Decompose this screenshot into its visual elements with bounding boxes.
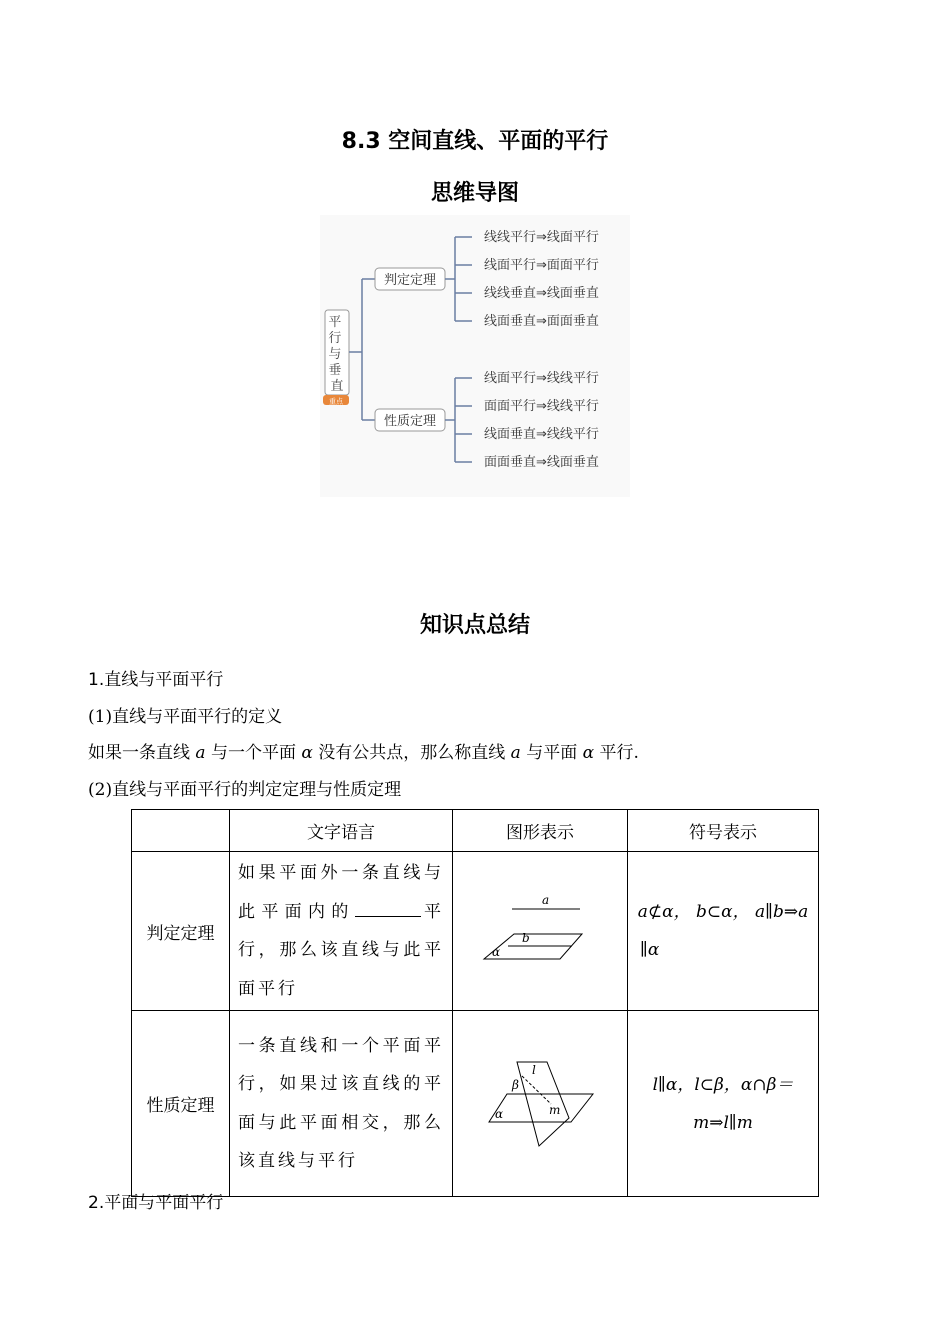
label-m: m	[549, 1103, 561, 1117]
def-var: a	[195, 743, 206, 763]
section1-sub2: (2)直线与平面平行的判定定理与性质定理	[88, 780, 402, 800]
row-text-before: 如果平面外一条直线与此平面内的	[238, 863, 444, 922]
definition-text	[88, 738, 639, 763]
table-header-cell: 图形表示	[453, 810, 628, 852]
figure-cell	[453, 852, 628, 1011]
row-text: 一条直线和一个平面平行，如果过该直线的平面与此平面相交，那么该直线与平行	[230, 1011, 453, 1197]
mindmap-leaf: 线面垂直⇒线线平行	[484, 427, 599, 442]
page-title: 8.3 空间直线、平面的平行	[341, 129, 609, 154]
def-part: 与一个平面	[205, 743, 302, 763]
table-header-cell: 文字语言	[230, 810, 453, 852]
row-name: 判定定理	[132, 852, 230, 1011]
row-text	[230, 852, 453, 1011]
symbol-line: m⇒l∥m	[693, 1112, 753, 1133]
symbol-line: ∥α	[640, 940, 660, 960]
mindmap-branch-label: 性质定理	[383, 414, 437, 429]
mindmap-leaf-connector	[445, 378, 472, 462]
mindmap-leaf: 线面平行⇒面面平行	[484, 258, 599, 273]
plane-beta	[517, 1062, 569, 1146]
theorem-table	[131, 809, 819, 1197]
table-header-cell: 符号表示	[628, 810, 819, 852]
def-part: 与平面	[520, 743, 583, 763]
fill-in-blank	[355, 898, 421, 917]
label-alpha: α	[492, 944, 501, 959]
mindmap-leaf-connector	[445, 237, 472, 321]
line-plane-property-figure	[485, 1046, 595, 1156]
summary-heading: 知识点总结	[419, 613, 530, 638]
mindmap	[320, 215, 630, 497]
label-l: l	[532, 1063, 536, 1077]
mindmap-root: 平 行 与 垂 直	[328, 315, 344, 394]
figure-cell	[453, 1011, 628, 1197]
plane-alpha	[489, 1094, 593, 1122]
mindmap-leaf: 线面垂直⇒面面垂直	[484, 314, 599, 329]
def-part: 没有公共点，那么称直线	[312, 743, 511, 763]
mindmap-branch-label: 判定定理	[383, 273, 437, 288]
label-alpha: α	[495, 1107, 504, 1121]
def-var: a	[510, 743, 521, 763]
mindmap-leaf: 线面平行⇒线线平行	[484, 371, 599, 386]
label-a: a	[542, 892, 550, 907]
def-var: α	[582, 743, 595, 763]
label-b: b	[522, 930, 530, 945]
mindmap-leaf: 面面平行⇒线线平行	[484, 399, 599, 414]
mindmap-leaf: 面面垂直⇒线面垂直	[484, 455, 599, 470]
section1-sub1: (1)直线与平面平行的定义	[88, 707, 283, 727]
symbol-line: a⊄α， b⊂α， a∥b⇒a	[637, 902, 809, 922]
def-part: 平行.	[594, 743, 639, 763]
table-header-row	[132, 810, 819, 852]
def-var: α	[301, 743, 313, 763]
symbol-cell	[628, 852, 819, 1011]
line-l	[522, 1076, 551, 1104]
mindmap-leaf: 线线平行⇒线面平行	[484, 230, 599, 245]
table-header-cell	[132, 810, 230, 852]
mindmap-root-connector	[349, 279, 375, 420]
table-row	[132, 1011, 819, 1197]
section2-heading: 2.平面与平面平行	[88, 1193, 224, 1213]
line-plane-parallel-figure	[480, 889, 600, 969]
mindmap-heading: 思维导图	[430, 181, 519, 206]
row-name: 性质定理	[132, 1011, 230, 1197]
symbol-line: l∥α，l⊂β，α∩β＝	[652, 1074, 794, 1095]
table-row	[132, 852, 819, 1011]
row-text-after: 平行，那么该直线与此平面平行	[238, 901, 445, 999]
mindmap-leaf: 线线垂直⇒线面垂直	[484, 286, 599, 301]
symbol-cell	[628, 1011, 819, 1197]
section1-heading: 1.直线与平面平行	[88, 670, 224, 690]
label-beta: β	[512, 1078, 519, 1092]
def-part: 如果一条直线	[88, 743, 196, 763]
mindmap-root-tag: 重点	[329, 397, 343, 406]
